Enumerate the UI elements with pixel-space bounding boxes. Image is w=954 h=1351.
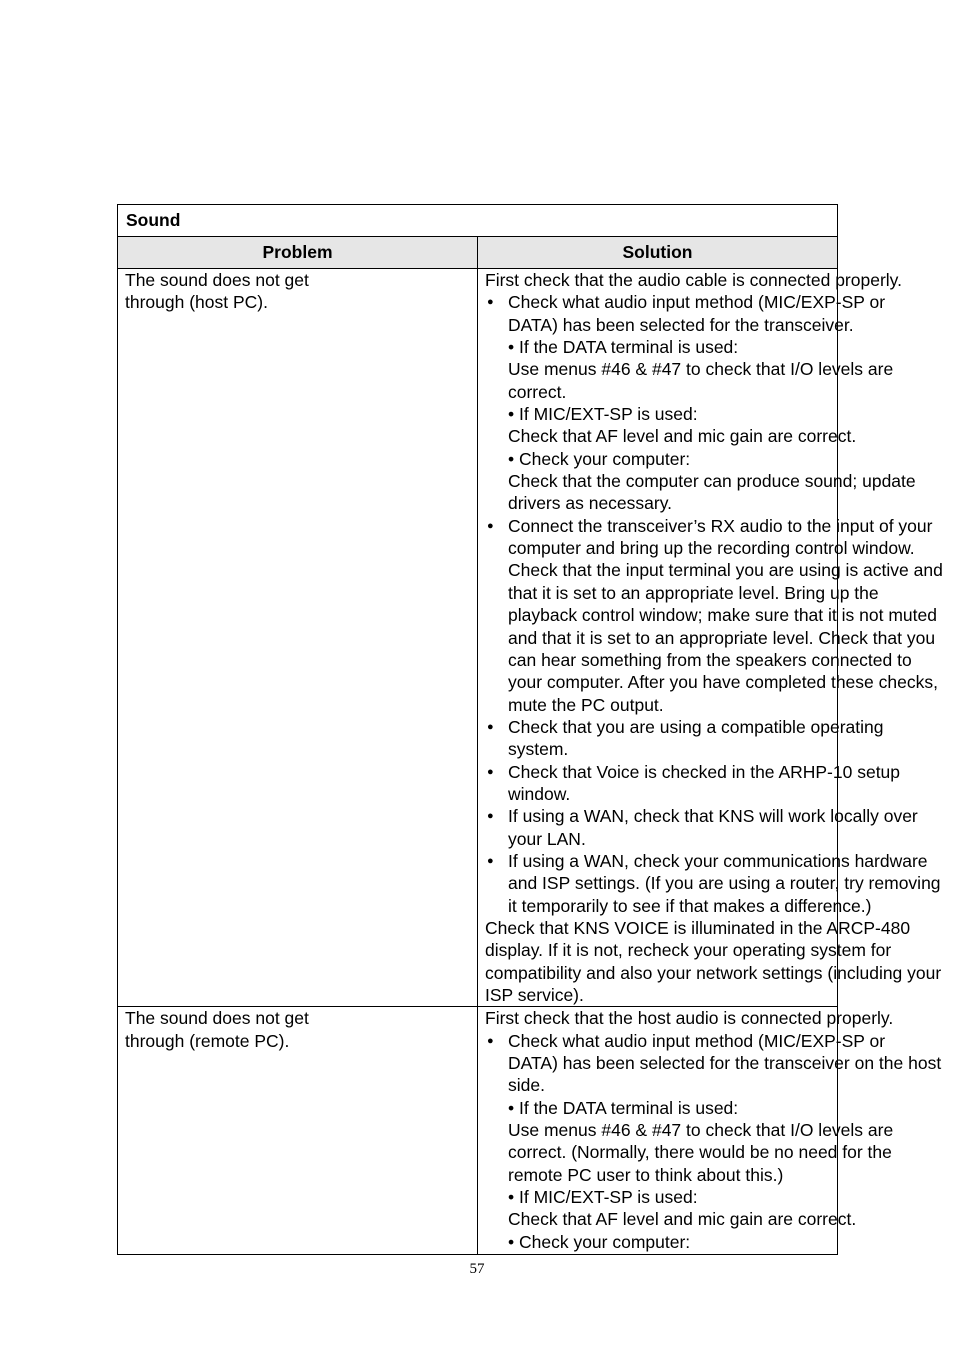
solution-text-line: your computer. After you have completed these checks, <box>508 672 938 693</box>
page-number: 57 <box>469 1261 485 1277</box>
solution-text-line: • If MIC/EXT-SP is used: <box>508 404 698 425</box>
solution-text-line: ISP service). <box>485 985 584 1005</box>
bullet-item: ● Connect the transceiver’s RX audio to the input of your <box>485 515 837 537</box>
problem-text-line: The sound does not get <box>125 270 309 290</box>
solution-text-line: First check that the audio cable is connected properly. <box>485 270 902 290</box>
problem-text-line: through (host PC). <box>125 292 268 313</box>
solution-text-line: remote PC user to think about this.) <box>508 1164 784 1185</box>
solution-text-line: Use menus #46 & #47 to check that I/O levels are <box>508 359 894 380</box>
solution-text-line: Check that the input terminal you are using is active and <box>508 560 943 581</box>
solution-text-line: • Check your computer: <box>508 448 691 469</box>
bullet-item: ● Check what audio input method (MIC/EXP-SP or <box>485 1030 837 1052</box>
solution-cell <box>478 269 943 1007</box>
header-solution: Solution <box>478 237 838 269</box>
solution-text-line: window. <box>508 783 571 804</box>
solution-text-line: DATA) has been selected for the transceiver on the host <box>508 1053 942 1074</box>
solution-text-line: correct. <box>508 381 567 402</box>
header-problem: Problem <box>118 237 478 269</box>
solution-text-line: Check that KNS VOICE is illuminated in the ARCP-480 <box>485 917 911 938</box>
bullet-item: ● Check that you are using a compatible operating <box>485 716 837 738</box>
solution-text-line: display. If it is not, recheck your operating system for <box>485 940 892 961</box>
solution-text-line: Check that AF level and mic gain are correct. <box>508 426 857 447</box>
solution-text-line: compatibility and also your network settings (including your <box>485 962 942 983</box>
solution-text-line: First check that the host audio is connected properly. <box>485 1008 894 1029</box>
table-row <box>118 1007 838 1255</box>
bullet-item: ● Check that Voice is checked in the ARHP-10 setup <box>485 761 837 783</box>
solution-text-line: Use menus #46 & #47 to check that I/O levels are <box>508 1120 894 1141</box>
solution-text-line: it temporarily to see if that makes a difference.) <box>508 895 872 916</box>
problem-cell <box>118 1007 478 1255</box>
solution-text-line: side. <box>508 1075 545 1096</box>
solution-text-line: drivers as necessary. <box>508 493 673 514</box>
solution-text-line: that it is set to an appropriate level. Bring up the <box>508 582 879 603</box>
solution-text-line: can hear something from the speakers connected to <box>508 649 912 670</box>
troubleshooting-table <box>117 204 943 1255</box>
problem-cell <box>118 269 478 1007</box>
solution-text-line: Check that AF level and mic gain are correct. <box>508 1209 857 1230</box>
solution-text-line: system. <box>508 739 569 760</box>
solution-text-line: your LAN. <box>508 828 586 849</box>
solution-text-line: Check that the computer can produce sound; update <box>508 471 916 492</box>
bullet-item: ● If using a WAN, check that KNS will work locally over <box>485 805 837 827</box>
problem-text-line: through (remote PC). <box>125 1030 290 1051</box>
solution-text-line: • Check your computer: <box>508 1231 691 1252</box>
solution-text-line: computer and bring up the recording control window. <box>508 538 915 559</box>
solution-text-line: correct. (Normally, there would be no need for the <box>508 1142 892 1163</box>
solution-text-line: and ISP settings. (If you are using a router, try removing <box>508 873 941 894</box>
solution-text-line: mute the PC output. <box>508 694 664 715</box>
bullet-item: ● Check what audio input method (MIC/EXP-SP or <box>485 291 837 313</box>
solution-text-line: • If MIC/EXT-SP is used: <box>508 1187 698 1208</box>
solution-text-line: DATA) has been selected for the transceiver. <box>508 314 854 335</box>
solution-text-line: playback control window; make sure that it is not muted <box>508 605 937 626</box>
solution-text-line: and that it is set to an appropriate level. Check that you <box>508 627 936 648</box>
solution-cell <box>478 1007 942 1255</box>
table-row <box>118 269 838 1007</box>
problem-text-line: The sound does not get <box>125 1008 309 1029</box>
solution-text-line: • If the DATA terminal is used: <box>508 337 739 358</box>
bullet-item: ● If using a WAN, check your communications hardware <box>485 850 837 872</box>
table-title: Sound <box>118 205 838 237</box>
solution-text-line: • If the DATA terminal is used: <box>508 1097 739 1118</box>
